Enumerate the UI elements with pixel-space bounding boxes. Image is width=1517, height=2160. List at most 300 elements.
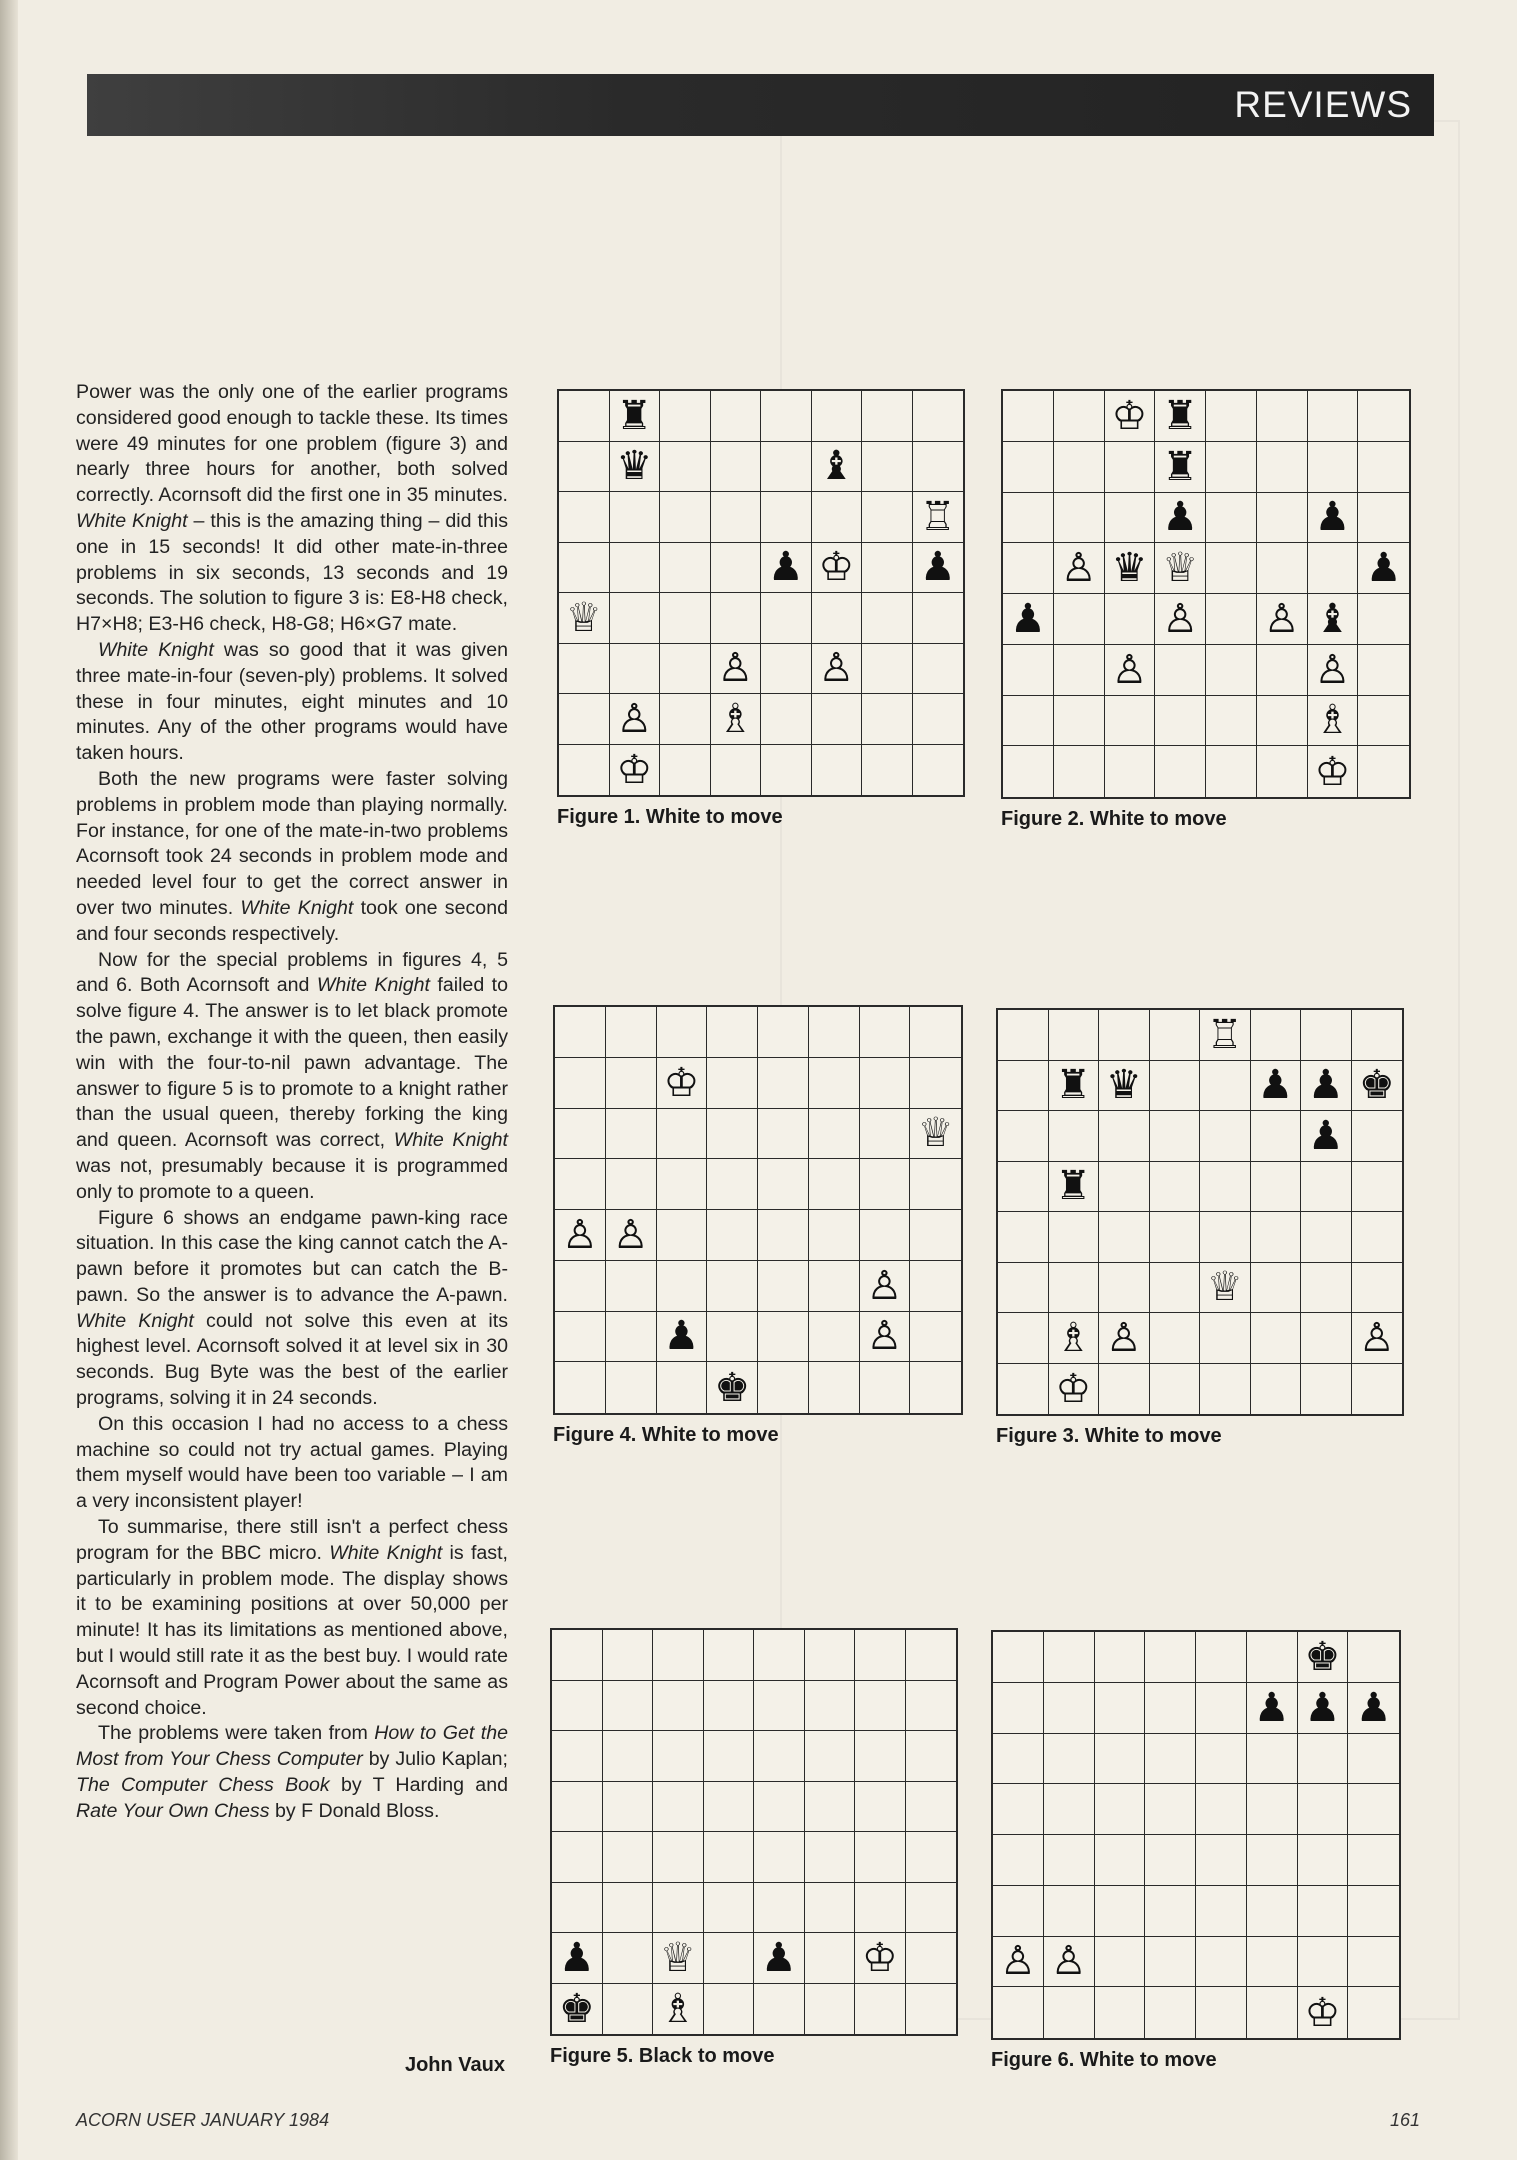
board-square — [754, 1933, 805, 1984]
board-square — [606, 1261, 657, 1312]
board-square — [1105, 391, 1156, 442]
board-square — [761, 694, 812, 745]
board-square — [913, 694, 964, 745]
board-square — [1054, 696, 1105, 747]
board-square — [1352, 1061, 1403, 1112]
chess-piece-icon: ♕ — [917, 1110, 954, 1157]
board-square — [1348, 1987, 1399, 2038]
board-square — [1298, 1784, 1349, 1835]
chess-piece-icon: ♜ — [1162, 392, 1199, 439]
board-square — [1049, 1061, 1100, 1112]
board-square — [1206, 442, 1257, 493]
paragraph-text: took one second and four seconds respectively. — [76, 896, 508, 945]
board-square — [913, 745, 964, 796]
board-square — [1301, 1212, 1352, 1263]
article-body — [76, 380, 508, 1825]
paragraph-text: was not, presumably because it is programmed only to promote to a queen. — [76, 1154, 508, 1203]
board-square — [704, 1883, 755, 1934]
board-square — [993, 1683, 1044, 1734]
board-square — [993, 1734, 1044, 1785]
board-square — [660, 492, 711, 543]
chess-piece-icon: ♟ — [1162, 494, 1199, 541]
board-square — [754, 1984, 805, 2035]
board-square — [660, 644, 711, 695]
paragraph-text: is fast, particularly in problem mode. The display shows it to be examining positions at over 50,000 per minute! It has its limitations as mentioned above, but I would still rate it as the best buy. I would rate Acornsoft and Program Power about the same as second choice. — [76, 1541, 509, 1719]
italic-title-text: White Knight — [76, 509, 188, 532]
board-square — [1348, 1835, 1399, 1886]
board-square — [1049, 1263, 1100, 1314]
board-square — [653, 1630, 704, 1681]
board-square — [862, 391, 913, 442]
paragraph-text: was so good that it was given three mate-in-four (seven-ply) problems. It solved these in four minutes, eight minutes and 10 minutes. Any of the other programs would have taken hours. — [76, 638, 508, 765]
board-square — [552, 1681, 603, 1732]
board-square — [998, 1263, 1049, 1314]
board-square — [610, 543, 661, 594]
board-square — [1348, 1784, 1399, 1835]
board-square — [855, 1984, 906, 2035]
board-square — [1257, 391, 1308, 442]
board-square — [754, 1731, 805, 1782]
board-square — [862, 593, 913, 644]
chess-piece-icon: ♟ — [1304, 1684, 1341, 1731]
board-square — [1301, 1263, 1352, 1314]
board-square — [660, 391, 711, 442]
chess-piece-icon: ♛ — [1105, 1062, 1142, 1109]
board-square — [606, 1159, 657, 1210]
board-square — [862, 745, 913, 796]
board-square — [1301, 1111, 1352, 1162]
footer-page-number: 161 — [1390, 2110, 1421, 2130]
board-square — [552, 1933, 603, 1984]
board-square — [603, 1731, 654, 1782]
board-square — [862, 644, 913, 695]
board-square — [1206, 696, 1257, 747]
board-square — [910, 1007, 961, 1058]
board-square — [1352, 1364, 1403, 1415]
board-square — [1145, 1683, 1196, 1734]
board-square — [1358, 442, 1409, 493]
board-square — [1247, 1987, 1298, 2038]
board-square — [1049, 1111, 1100, 1162]
board-square — [1150, 1061, 1201, 1112]
board-square — [1308, 746, 1359, 797]
chess-piece-icon: ♟ — [1355, 1684, 1392, 1731]
board-square — [906, 1984, 957, 2035]
board-square — [711, 442, 762, 493]
board-square — [657, 1210, 708, 1261]
chess-piece-icon: ♝ — [818, 443, 855, 490]
board-square — [860, 1109, 911, 1160]
board-square — [1054, 442, 1105, 493]
chess-piece-icon: ♖ — [1206, 1011, 1243, 1058]
board-square — [754, 1782, 805, 1833]
board-square — [603, 1630, 654, 1681]
board-square — [1150, 1010, 1201, 1061]
board-square — [653, 1731, 704, 1782]
board-square — [1044, 1937, 1095, 1988]
board-square — [1044, 1886, 1095, 1937]
board-square — [1105, 594, 1156, 645]
board-square — [993, 1886, 1044, 1937]
board-square — [1196, 1835, 1247, 1886]
board-square — [653, 1782, 704, 1833]
chess-piece-icon: ♙ — [612, 1211, 649, 1258]
board-square — [660, 543, 711, 594]
board-square — [855, 1681, 906, 1732]
figure-6 — [991, 1630, 1401, 2072]
board-square — [1049, 1313, 1100, 1364]
board-square — [1150, 1111, 1201, 1162]
board-square — [1196, 1784, 1247, 1835]
chess-piece-icon: ♜ — [1162, 443, 1199, 490]
figure-caption: Figure 4. White to move — [553, 1424, 779, 1446]
chess-board — [557, 389, 965, 797]
board-square — [1358, 391, 1409, 442]
board-square — [1257, 543, 1308, 594]
article-paragraph — [76, 1412, 508, 1515]
board-square — [1044, 1987, 1095, 2038]
chess-piece-icon: ♟ — [558, 1934, 595, 1981]
board-square — [1308, 442, 1359, 493]
chess-piece-icon: ♟ — [1365, 545, 1402, 592]
board-square — [1301, 1364, 1352, 1415]
chess-piece-icon: ♟ — [760, 1934, 797, 1981]
chess-piece-icon: ♙ — [1263, 595, 1300, 642]
board-square — [552, 1782, 603, 1833]
board-square — [1155, 594, 1206, 645]
board-square — [1247, 1886, 1298, 1937]
chess-piece-icon: ♗ — [717, 695, 754, 742]
board-square — [603, 1883, 654, 1934]
chess-piece-icon: ♟ — [1307, 1112, 1344, 1159]
board-square — [998, 1212, 1049, 1263]
board-square — [1206, 594, 1257, 645]
board-square — [610, 694, 661, 745]
board-square — [805, 1933, 856, 1984]
chess-board — [553, 1005, 963, 1415]
article-paragraph — [76, 638, 508, 767]
board-square — [1257, 696, 1308, 747]
board-square — [657, 1261, 708, 1312]
board-square — [1348, 1734, 1399, 1785]
board-square — [1054, 645, 1105, 696]
article-paragraph — [76, 767, 508, 948]
board-square — [754, 1630, 805, 1681]
board-square — [1257, 493, 1308, 544]
italic-title-text: White Knight — [316, 974, 430, 997]
board-square — [1301, 1061, 1352, 1112]
chess-piece-icon: ♙ — [1358, 1314, 1395, 1361]
chess-piece-icon: ♚ — [714, 1364, 751, 1411]
board-square — [1200, 1313, 1251, 1364]
board-square — [1099, 1364, 1150, 1415]
board-square — [1145, 1987, 1196, 2038]
chess-board — [996, 1008, 1404, 1416]
board-square — [1206, 746, 1257, 797]
figure-caption: Figure 1. White to move — [557, 806, 783, 828]
paragraph-text: Now for the special problems in figures 4, 5 and 6. Both Acornsoft and — [76, 948, 508, 997]
board-square — [812, 492, 863, 543]
board-square — [1352, 1263, 1403, 1314]
board-square — [1049, 1010, 1100, 1061]
figure-1 — [557, 389, 965, 829]
board-square — [1308, 543, 1359, 594]
board-square — [910, 1210, 961, 1261]
board-square — [1049, 1364, 1100, 1415]
board-square — [913, 593, 964, 644]
board-square — [1054, 493, 1105, 544]
chess-piece-icon: ♛ — [616, 443, 653, 490]
board-square — [603, 1681, 654, 1732]
board-square — [707, 1007, 758, 1058]
chess-piece-icon: ♕ — [565, 594, 602, 641]
board-square — [657, 1159, 708, 1210]
board-square — [1150, 1212, 1201, 1263]
chess-piece-icon: ♚ — [1358, 1062, 1395, 1109]
italic-title-text: How to Get the Most from Your Chess Computer — [76, 1722, 508, 1771]
paragraph-text: could not solve this even at its highest level. Acornsoft solved it at level six in 30 seconds. Bug Byte was the best of the earlier programs, solving it in 24 seconds. — [76, 1309, 508, 1410]
board-square — [809, 1007, 860, 1058]
author-byline: John Vaux — [404, 2054, 505, 2076]
board-square — [1206, 493, 1257, 544]
board-square — [704, 1630, 755, 1681]
chess-board — [991, 1630, 1401, 2040]
board-square — [998, 1111, 1049, 1162]
board-square — [1251, 1010, 1302, 1061]
board-square — [1251, 1364, 1302, 1415]
board-square — [1348, 1683, 1399, 1734]
figure-caption: Figure 5. Black to move — [550, 2045, 775, 2067]
board-square — [860, 1159, 911, 1210]
board-square — [913, 492, 964, 543]
paragraph-text: Power was the only one of the earlier programs considered good enough to tackle these. Its times were 49 minutes for one problem (figure 3) and nearly three hours for another, both solved correctly. Acornsoft did the first one in 35 minutes. — [76, 381, 508, 507]
board-square — [754, 1681, 805, 1732]
board-square — [707, 1159, 758, 1210]
board-square — [552, 1984, 603, 2035]
board-square — [906, 1681, 957, 1732]
board-square — [805, 1883, 856, 1934]
chess-piece-icon: ♙ — [866, 1313, 903, 1360]
board-square — [555, 1362, 606, 1413]
board-square — [1200, 1162, 1251, 1213]
board-square — [860, 1058, 911, 1109]
board-square — [1155, 442, 1206, 493]
board-square — [758, 1109, 809, 1160]
board-square — [1105, 746, 1156, 797]
board-square — [1298, 1886, 1349, 1937]
board-square — [1095, 1937, 1146, 1988]
board-square — [1298, 1835, 1349, 1886]
chess-piece-icon: ♚ — [1304, 1633, 1341, 1680]
board-square — [1257, 645, 1308, 696]
board-square — [761, 442, 812, 493]
chess-piece-icon: ♔ — [1304, 1989, 1341, 2036]
chess-piece-icon: ♚ — [558, 1985, 595, 2032]
board-square — [1150, 1313, 1201, 1364]
board-square — [559, 391, 610, 442]
paragraph-text: – this is the amazing thing – did this one in 15 seconds! It did other mate-in-three problems in six seconds, 13 seconds and 19 seconds. The solution to figure 3 is: E8-H8 check, H7×H8; E3-H6 check, H8-G8; H6×G7 mate. — [76, 509, 508, 636]
board-square — [1155, 746, 1206, 797]
chess-piece-icon: ♕ — [1206, 1264, 1243, 1311]
board-square — [862, 492, 913, 543]
board-square — [653, 1832, 704, 1883]
board-square — [707, 1058, 758, 1109]
board-square — [1257, 594, 1308, 645]
board-square — [555, 1261, 606, 1312]
article-paragraph — [76, 380, 508, 638]
board-square — [711, 745, 762, 796]
board-square — [1145, 1886, 1196, 1937]
board-square — [1095, 1784, 1146, 1835]
board-square — [1251, 1263, 1302, 1314]
board-square — [910, 1261, 961, 1312]
section-title: REVIEWS — [1234, 84, 1412, 125]
board-square — [555, 1058, 606, 1109]
figure-caption: Figure 3. White to move — [996, 1425, 1222, 1447]
chess-piece-icon: ♔ — [818, 544, 855, 591]
board-square — [1308, 696, 1359, 747]
board-square — [809, 1261, 860, 1312]
figure-4 — [553, 1005, 963, 1447]
board-square — [998, 1313, 1049, 1364]
figure-caption: Figure 2. White to move — [1001, 808, 1227, 830]
board-square — [761, 391, 812, 442]
board-square — [1348, 1632, 1399, 1683]
board-square — [1145, 1734, 1196, 1785]
board-square — [1196, 1632, 1247, 1683]
board-square — [657, 1007, 708, 1058]
board-square — [860, 1007, 911, 1058]
board-square — [758, 1312, 809, 1363]
chess-piece-icon: ♔ — [1111, 392, 1148, 439]
board-square — [855, 1630, 906, 1681]
board-square — [1003, 391, 1054, 442]
board-square — [1044, 1632, 1095, 1683]
chess-piece-icon: ♙ — [616, 695, 653, 742]
chess-piece-icon: ♔ — [1055, 1365, 1092, 1412]
board-square — [809, 1210, 860, 1261]
board-square — [552, 1832, 603, 1883]
board-square — [1200, 1010, 1251, 1061]
board-square — [1308, 645, 1359, 696]
board-square — [1049, 1212, 1100, 1263]
board-square — [1352, 1162, 1403, 1213]
board-square — [657, 1058, 708, 1109]
board-square — [761, 745, 812, 796]
paragraph-text: On this occasion I had no access to a chess machine so could not try actual games. Playing them myself would have been too variable – I am a very inconsistent player! — [76, 1412, 508, 1513]
chess-piece-icon: ♟ — [1009, 595, 1046, 642]
chess-piece-icon: ♗ — [1314, 697, 1351, 744]
board-square — [1105, 645, 1156, 696]
chess-piece-icon: ♟ — [1257, 1062, 1294, 1109]
chess-board — [1001, 389, 1411, 799]
board-square — [1003, 442, 1054, 493]
board-square — [1196, 1734, 1247, 1785]
board-square — [559, 745, 610, 796]
chess-piece-icon: ♜ — [1055, 1163, 1092, 1210]
board-square — [1200, 1212, 1251, 1263]
board-square — [855, 1832, 906, 1883]
board-square — [862, 442, 913, 493]
chess-piece-icon: ♛ — [1111, 545, 1148, 592]
board-square — [758, 1362, 809, 1413]
board-square — [860, 1312, 911, 1363]
board-square — [610, 442, 661, 493]
board-square — [1247, 1632, 1298, 1683]
board-square — [704, 1731, 755, 1782]
board-square — [1358, 594, 1409, 645]
paragraph-text: by F Donald Bloss. — [269, 1799, 440, 1822]
board-square — [1352, 1212, 1403, 1263]
board-square — [1145, 1937, 1196, 1988]
board-square — [855, 1883, 906, 1934]
board-square — [1358, 493, 1409, 544]
board-square — [1155, 543, 1206, 594]
board-square — [998, 1010, 1049, 1061]
board-square — [603, 1984, 654, 2035]
board-square — [1196, 1683, 1247, 1734]
board-square — [998, 1162, 1049, 1213]
board-square — [1247, 1937, 1298, 1988]
board-square — [606, 1109, 657, 1160]
chess-piece-icon: ♟ — [919, 544, 956, 591]
board-square — [862, 543, 913, 594]
board-square — [653, 1681, 704, 1732]
board-square — [1247, 1835, 1298, 1886]
chess-piece-icon: ♜ — [616, 392, 653, 439]
board-square — [913, 644, 964, 695]
board-square — [910, 1159, 961, 1210]
board-square — [660, 694, 711, 745]
board-square — [653, 1984, 704, 2035]
figure-2 — [1001, 389, 1411, 831]
board-square — [993, 1987, 1044, 2038]
board-square — [1247, 1784, 1298, 1835]
board-square — [1049, 1162, 1100, 1213]
board-square — [1099, 1263, 1150, 1314]
board-square — [1257, 746, 1308, 797]
board-square — [1054, 391, 1105, 442]
board-square — [1200, 1263, 1251, 1314]
board-square — [610, 745, 661, 796]
chess-piece-icon: ♙ — [818, 645, 855, 692]
board-square — [653, 1933, 704, 1984]
board-square — [711, 492, 762, 543]
board-square — [998, 1061, 1049, 1112]
board-square — [1200, 1061, 1251, 1112]
figure-caption: Figure 6. White to move — [991, 2049, 1217, 2071]
board-square — [552, 1731, 603, 1782]
italic-title-text: White Knight — [240, 896, 354, 919]
board-square — [809, 1109, 860, 1160]
board-square — [552, 1883, 603, 1934]
board-square — [1301, 1313, 1352, 1364]
board-square — [1003, 543, 1054, 594]
board-square — [805, 1630, 856, 1681]
board-square — [812, 593, 863, 644]
board-square — [610, 593, 661, 644]
italic-title-text: White Knight — [329, 1541, 443, 1564]
italic-title-text: The Computer Chess Book — [76, 1774, 330, 1797]
board-square — [559, 593, 610, 644]
board-square — [1105, 493, 1156, 544]
board-square — [1044, 1734, 1095, 1785]
board-square — [1155, 493, 1206, 544]
board-square — [660, 745, 711, 796]
board-square — [754, 1832, 805, 1883]
board-square — [657, 1362, 708, 1413]
chess-piece-icon: ♙ — [999, 1938, 1036, 1985]
